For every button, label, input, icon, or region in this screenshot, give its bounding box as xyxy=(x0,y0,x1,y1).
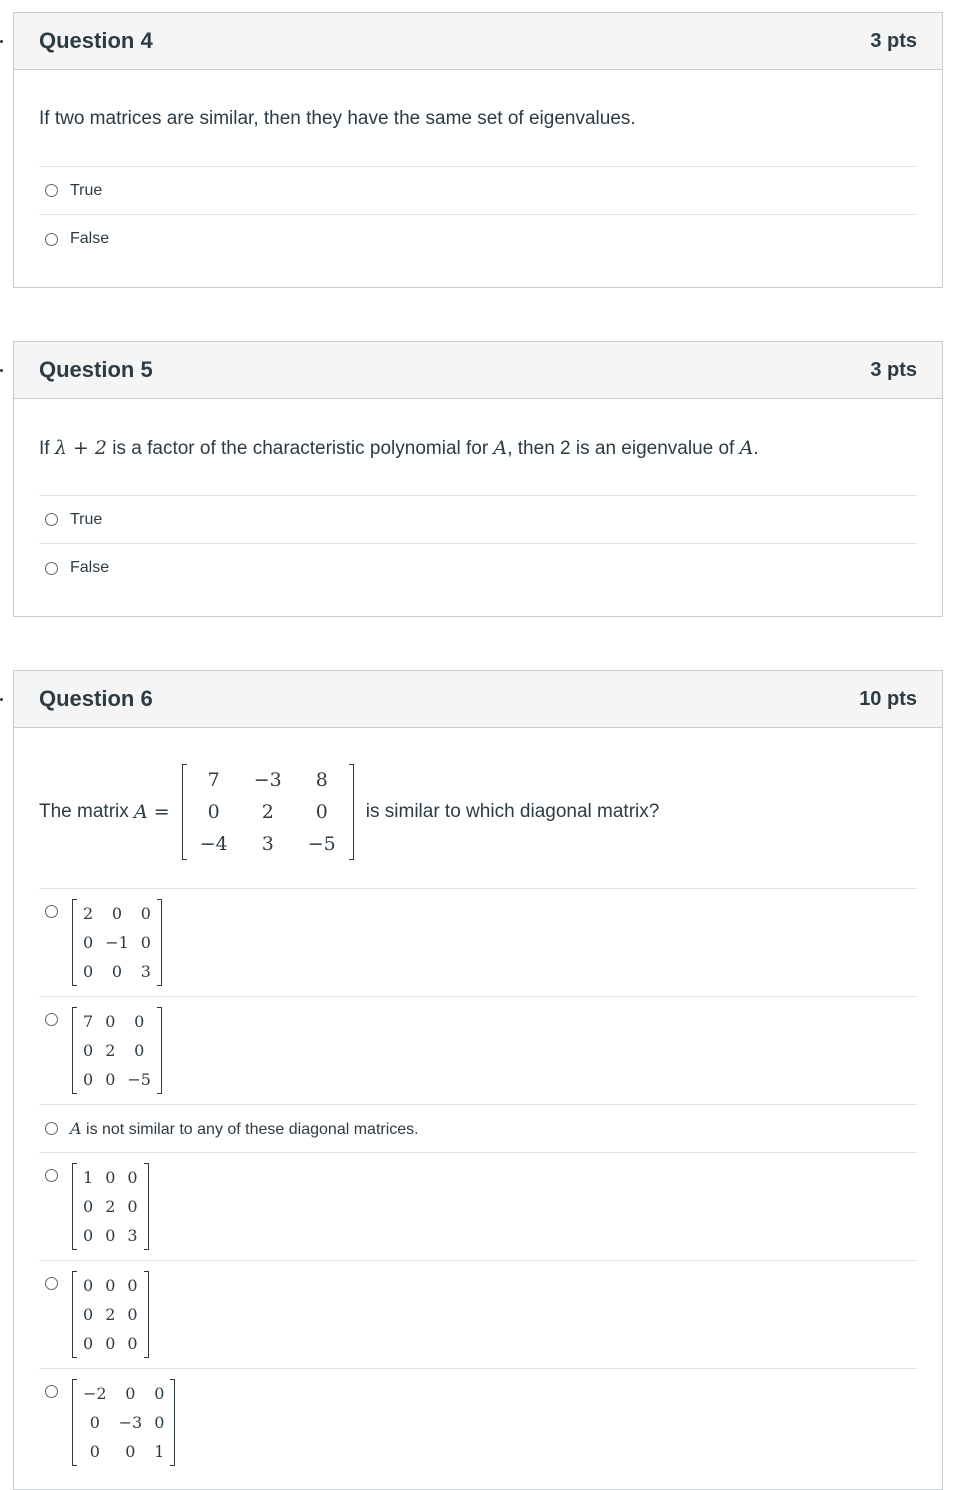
matrix-bracket-right xyxy=(144,1271,149,1358)
bullet-marker xyxy=(0,40,3,43)
matrix-cell: 0 xyxy=(134,1041,145,1060)
question-text xyxy=(39,399,917,495)
radio-button-icon[interactable] xyxy=(45,233,58,246)
answer-label[interactable]: True xyxy=(70,181,103,199)
matrix-cell: 2 xyxy=(261,801,274,823)
question-title: Question 5 xyxy=(39,357,153,382)
question-points: 3 pts xyxy=(870,29,917,52)
matrix-cell: 0 xyxy=(127,1334,138,1353)
matrix-cell: 0 xyxy=(140,933,151,952)
matrix-cell: 0 xyxy=(111,904,123,923)
matrix-cell: 2 xyxy=(105,1305,116,1324)
matrix-bracket-right xyxy=(144,1163,149,1250)
matrix-bracket-right xyxy=(157,1007,162,1094)
matrix-cell: −3 xyxy=(118,1413,143,1432)
question-text xyxy=(39,728,917,888)
question-header xyxy=(14,671,942,728)
matrix-cell: 0 xyxy=(111,962,123,981)
question-title: Question 6 xyxy=(39,686,153,711)
matrix-bracket-right xyxy=(170,1379,175,1466)
math-variable: A xyxy=(739,437,754,459)
text-segment: . xyxy=(753,438,759,459)
matrix-cell: 0 xyxy=(83,1197,94,1216)
matrix-cell: 3 xyxy=(140,962,151,981)
matrix-cell: 7 xyxy=(207,769,220,791)
matrix-cell: 0 xyxy=(83,933,94,952)
matrix-cell: 0 xyxy=(105,1168,116,1187)
matrix-cell: 0 xyxy=(83,1276,94,1295)
matrix-cell: 1 xyxy=(154,1442,165,1461)
answer-not-similar[interactable] xyxy=(39,1105,917,1153)
answer-matrix-option[interactable] xyxy=(39,1153,917,1261)
matrix-cell: −1 xyxy=(105,933,129,952)
question-5 xyxy=(13,341,943,617)
math-expression: λ + 2 xyxy=(54,437,107,459)
radio-button-icon[interactable] xyxy=(45,1277,58,1290)
text-segment: If xyxy=(39,438,55,459)
question-matrix xyxy=(182,764,354,860)
matrix-cell: 0 xyxy=(127,1168,138,1187)
answer-true[interactable] xyxy=(39,167,917,215)
matrix-cell: 0 xyxy=(83,1070,94,1089)
question-points: 10 pts xyxy=(859,687,917,710)
answer-label[interactable]: False xyxy=(70,559,110,576)
text-segment: The matrix xyxy=(39,801,135,822)
matrix-cell: 3 xyxy=(261,833,274,855)
answer-matrix[interactable] xyxy=(72,1007,162,1094)
matrix-cell: 0 xyxy=(105,1334,116,1353)
matrix-bracket-right xyxy=(349,764,354,860)
answer-list xyxy=(39,888,917,1476)
math-variable: A xyxy=(70,1118,82,1138)
answer-matrix-option[interactable] xyxy=(39,997,917,1105)
answer-matrix[interactable] xyxy=(72,1271,149,1358)
bullet-marker xyxy=(0,698,3,701)
matrix-table xyxy=(77,1163,144,1250)
matrix-cell: 0 xyxy=(89,1413,100,1432)
matrix-cell: 7 xyxy=(83,1012,94,1031)
radio-button-icon[interactable] xyxy=(45,905,58,918)
question-text: If two matrices are similar, then they have the same set of eigenvalues. xyxy=(39,108,636,129)
matrix-cell: −5 xyxy=(307,833,336,855)
matrix-cell: 0 xyxy=(83,1334,94,1353)
matrix-cell: 0 xyxy=(83,962,94,981)
matrix-cell: 0 xyxy=(315,801,328,823)
answer-false[interactable] xyxy=(39,215,917,263)
radio-button-icon[interactable] xyxy=(45,184,58,197)
matrix-table xyxy=(77,1007,157,1094)
answer-matrix-option[interactable] xyxy=(39,1369,917,1476)
matrix-table xyxy=(77,1271,144,1358)
answer-label[interactable]: False xyxy=(70,230,110,247)
math-expression: A = xyxy=(134,801,170,823)
matrix-cell: 0 xyxy=(125,1442,136,1461)
answer-label[interactable] xyxy=(70,1119,419,1139)
answer-list xyxy=(39,495,917,592)
matrix-cell: 0 xyxy=(127,1276,138,1295)
question-header xyxy=(14,13,942,70)
matrix-cell: 0 xyxy=(89,1442,100,1461)
radio-button-icon[interactable] xyxy=(45,1385,58,1398)
matrix-cell: 0 xyxy=(125,1384,136,1403)
matrix-cell: 0 xyxy=(127,1305,138,1324)
text-segment: is similar to which diagonal matrix? xyxy=(365,801,660,822)
matrix-cell: 0 xyxy=(105,1276,116,1295)
matrix-cell: 2 xyxy=(105,1041,116,1060)
matrix-cell: 0 xyxy=(140,904,151,923)
bullet-marker xyxy=(0,369,3,372)
matrix-cell: 8 xyxy=(315,769,328,791)
matrix-table xyxy=(77,1379,170,1466)
radio-button-icon[interactable] xyxy=(45,1169,58,1182)
matrix-cell: 0 xyxy=(83,1226,94,1245)
question-header xyxy=(14,342,942,399)
matrix-table xyxy=(187,764,349,860)
matrix-cell: 0 xyxy=(127,1197,138,1216)
answer-list xyxy=(39,166,917,263)
matrix-cell: 3 xyxy=(127,1226,138,1245)
answer-false[interactable] xyxy=(39,544,917,592)
question-points: 3 pts xyxy=(870,358,917,381)
text-segment: is not similar to any of these diagonal matrices. xyxy=(81,1120,419,1138)
matrix-cell: 2 xyxy=(105,1197,116,1216)
radio-button-icon[interactable] xyxy=(45,562,58,575)
matrix-cell: 0 xyxy=(154,1413,165,1432)
matrix-cell: 0 xyxy=(154,1384,165,1403)
question-title: Question 4 xyxy=(39,28,153,53)
radio-button-icon[interactable] xyxy=(45,1122,58,1135)
matrix-cell: 0 xyxy=(83,1041,94,1060)
matrix-cell: 2 xyxy=(83,904,94,923)
matrix-table xyxy=(77,899,157,986)
matrix-cell: 1 xyxy=(83,1168,94,1187)
text-segment: is a factor of the characteristic polynomial for xyxy=(106,438,494,459)
matrix-cell: −4 xyxy=(199,833,228,855)
question-6 xyxy=(13,670,943,1490)
answer-matrix-option[interactable] xyxy=(39,889,917,997)
answer-label[interactable]: True xyxy=(70,510,103,528)
matrix-cell: 0 xyxy=(105,1226,116,1245)
answer-matrix[interactable] xyxy=(72,1163,149,1250)
matrix-cell: 0 xyxy=(134,1012,145,1031)
radio-button-icon[interactable] xyxy=(45,513,58,526)
answer-true[interactable] xyxy=(39,496,917,544)
matrix-cell: 0 xyxy=(105,1070,116,1089)
matrix-cell: −5 xyxy=(127,1070,151,1089)
answer-matrix[interactable] xyxy=(72,899,162,986)
text-segment: , then 2 is an eigenvalue of xyxy=(507,438,740,459)
answer-matrix-option[interactable] xyxy=(39,1261,917,1369)
question-4 xyxy=(13,12,943,288)
math-variable: A xyxy=(493,437,508,459)
matrix-bracket-right xyxy=(157,899,162,986)
matrix-cell: 0 xyxy=(207,801,220,823)
matrix-cell: −2 xyxy=(83,1384,107,1403)
matrix-cell: −3 xyxy=(253,769,282,791)
matrix-cell: 0 xyxy=(105,1012,116,1031)
answer-matrix[interactable] xyxy=(72,1379,175,1466)
matrix-cell: 0 xyxy=(83,1305,94,1324)
radio-button-icon[interactable] xyxy=(45,1013,58,1026)
